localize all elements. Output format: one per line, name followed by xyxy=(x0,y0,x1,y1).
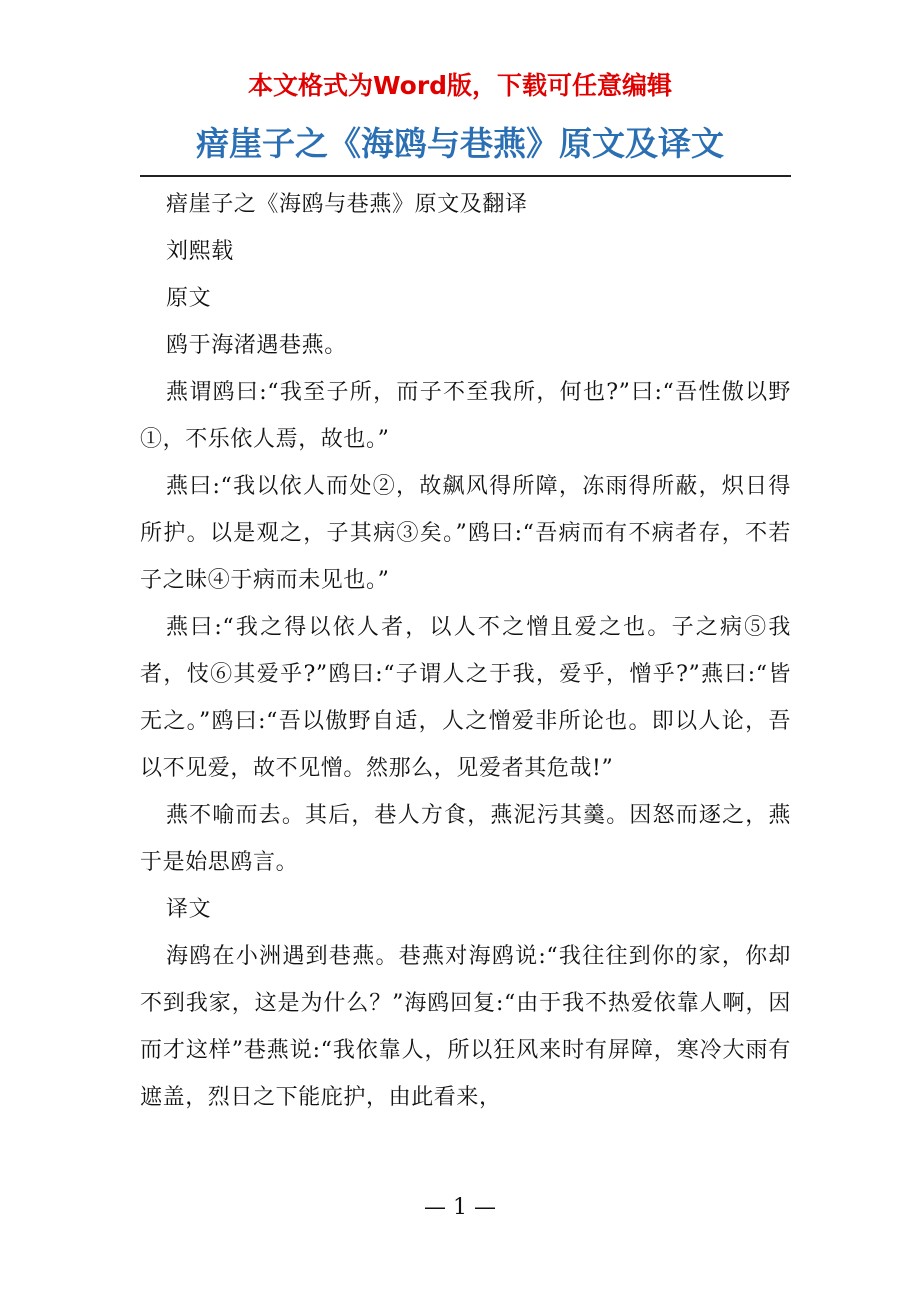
paragraph: 鸥于海渚遇巷燕。 xyxy=(166,333,347,358)
paragraph: 海鸥在小洲遇到巷燕。巷燕对海鸥说:“我往往到你的家，你却不到我家，这是为什么？”海鸥回复:“由于我不热爱依靠人啊，因而才这样”巷燕说:“我依靠人，所以狂风来时有屏障，寒冷大雨有遮盖，烈日之下能庇护，由此看来， xyxy=(140,944,791,1110)
paragraph: 燕曰:“我以依人而处②，故飙风得所障，冻雨得所蔽，炽日得所护。以是观之，子其病③矣。”鸥曰:“吾病而有不病者存，不若子之昧④于病而未见也。” xyxy=(140,474,791,593)
paragraph-heading-original: 原文 xyxy=(166,286,212,311)
paragraph: 燕不喻而去。其后，巷人方食，燕泥污其羹。因怒而逐之，燕于是始思鸥言。 xyxy=(140,803,791,875)
document-title: 瘖崖子之《海鸥与巷燕》原文及译文 xyxy=(196,124,724,163)
paragraph-author: 刘熙载 xyxy=(166,239,234,264)
document-body xyxy=(140,181,791,1121)
paragraph: 燕曰:“我之得以依人者，以人不之憎且爱之也。子之病⑤我者，忮⑥其爱乎?”鸥曰:“子谓人之于我，爱乎，憎乎?”燕曰:“皆无之。”鸥曰:“吾以傲野自适，人之憎爱非所论也。即以人论，吾以不见爱，故不见憎。然那么，见爱者其危哉!” xyxy=(140,615,791,781)
paragraph: 燕谓鸥曰:“我至子所，而子不至我所，何也?”曰:“吾性傲以野①，不乐依人焉，故也。” xyxy=(140,380,791,452)
format-banner: 本文格式为Word版，下载可任意编辑 xyxy=(247,71,673,100)
header-divider xyxy=(140,175,791,177)
paragraph-heading-translation: 译文 xyxy=(166,897,212,922)
page-number: — 1 — xyxy=(424,1195,496,1220)
paragraph-subtitle: 瘖崖子之《海鸥与巷燕》原文及翻译 xyxy=(166,192,528,217)
